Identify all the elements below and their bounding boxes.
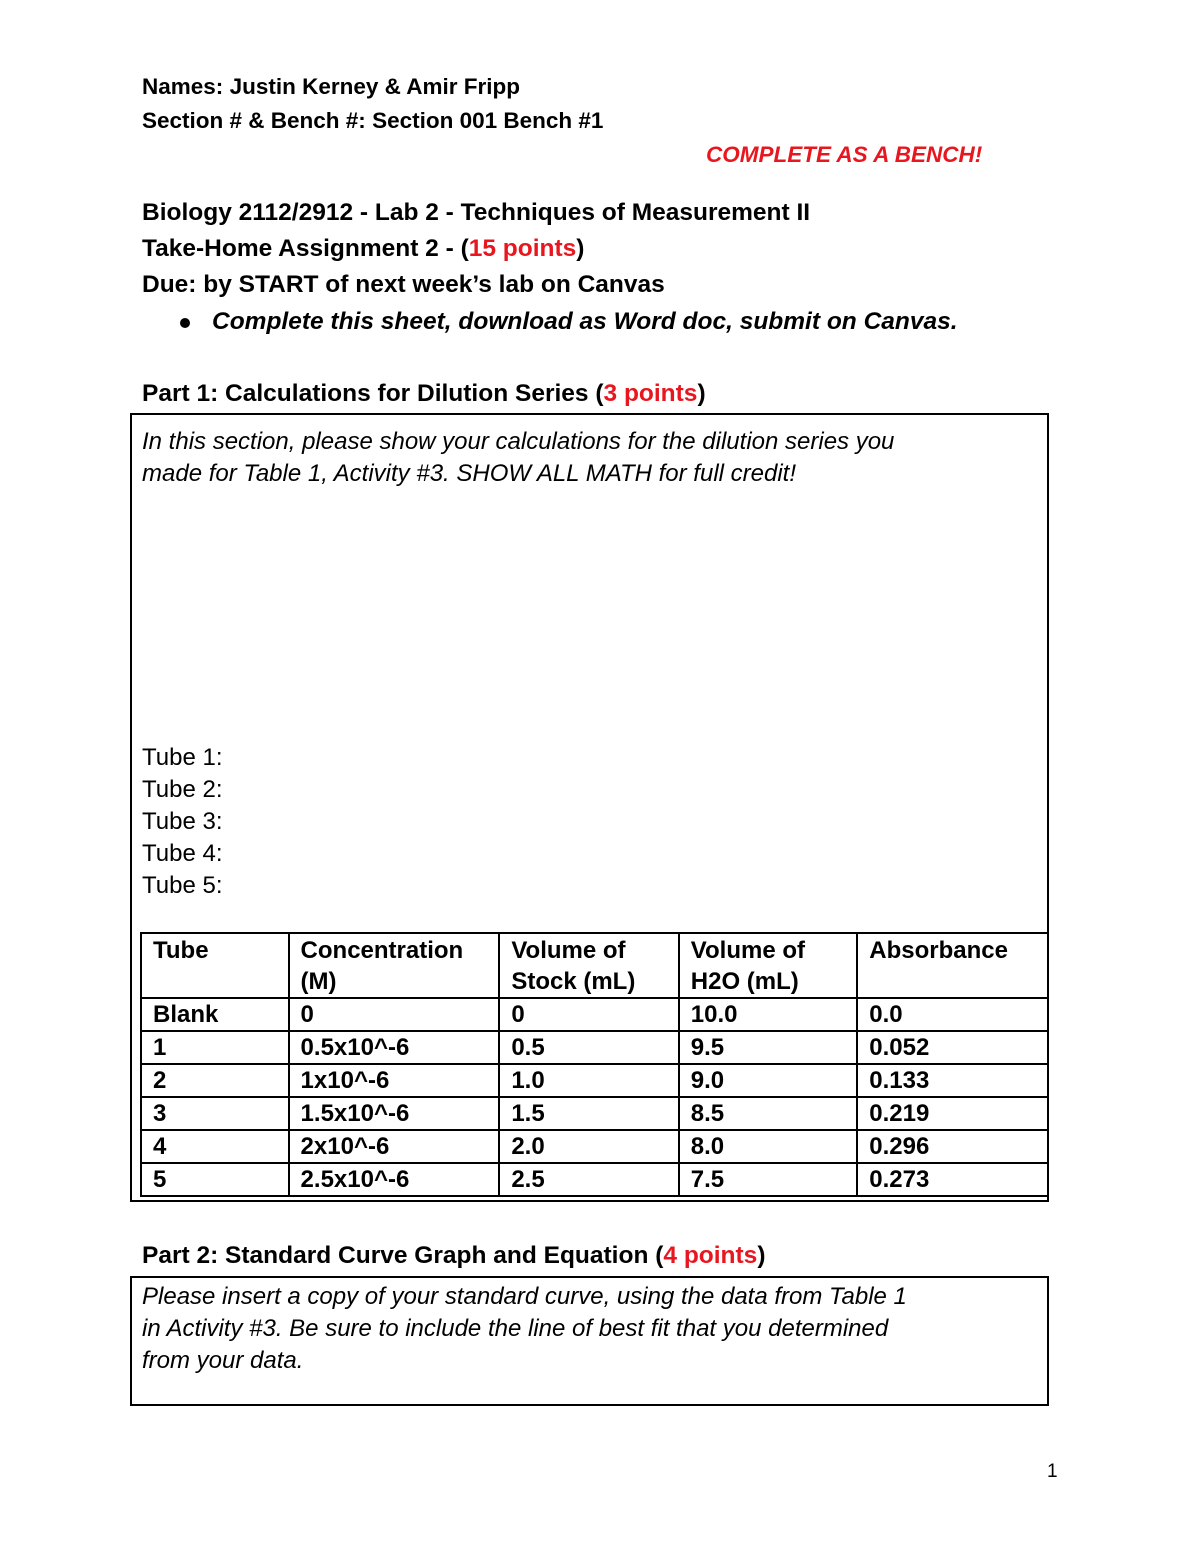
table-cell: 2.5x10^-6	[289, 1163, 500, 1196]
table-cell: 0	[499, 998, 678, 1031]
part2-heading	[142, 1241, 765, 1271]
table-cell: 0.296	[857, 1130, 1048, 1163]
part2-heading-prefix: Part 2: Standard Curve Graph and Equation (	[142, 1242, 664, 1269]
table-cell: 3	[141, 1097, 289, 1130]
dilution-table	[140, 932, 1049, 1197]
table-cell: 2.5	[499, 1163, 678, 1196]
table-cell: 0.052	[857, 1031, 1048, 1064]
due-line: Due: by START of next week’s lab on Canvas	[142, 271, 665, 298]
part2-answer-box[interactable]	[130, 1276, 1049, 1406]
part1-heading-points: 3 points	[603, 380, 698, 407]
table-cell: 0.133	[857, 1064, 1048, 1097]
table-cell: 10.0	[679, 998, 857, 1031]
table-cell: 9.5	[679, 1031, 857, 1064]
names-label: Names:	[142, 74, 224, 99]
table-row	[141, 998, 1048, 1031]
table-cell: 1.5x10^-6	[289, 1097, 500, 1130]
table-cell: 7.5	[679, 1163, 857, 1196]
bullet-dot	[180, 318, 190, 328]
names-value: Justin Kerney & Amir Fripp	[229, 74, 521, 99]
table-cell: 8.0	[679, 1130, 857, 1163]
table-cell: 0.273	[857, 1163, 1048, 1196]
tube-line-2: Tube 2:	[142, 776, 223, 803]
table-cell: 0.0	[857, 998, 1048, 1031]
section-line	[142, 107, 603, 135]
part1-heading	[142, 379, 706, 409]
table-cell: 1.5	[499, 1097, 678, 1130]
tube-line-5: Tube 5:	[142, 872, 223, 899]
header-concentration: Concentration (M)	[289, 933, 500, 998]
header-volume-water: Volume of H2O (mL)	[679, 933, 857, 998]
table-cell: 1	[141, 1031, 289, 1064]
table-row	[141, 1064, 1048, 1097]
table-cell: 5	[141, 1163, 289, 1196]
section-value: Section 001 Bench #1	[372, 108, 604, 133]
table-cell: 2	[141, 1064, 289, 1097]
table-cell: 2.0	[499, 1130, 678, 1163]
part1-prompt-line2: made for Table 1, Activity #3. SHOW ALL MATH for full credit!	[142, 460, 797, 487]
instruction-bullet: Complete this sheet, download as Word doc, submit on Canvas.	[212, 308, 958, 335]
table-cell: 4	[141, 1130, 289, 1163]
table-cell: 0	[289, 998, 500, 1031]
table-header-row	[141, 933, 1048, 998]
part1-prompt-line1: In this section, please show your calculations for the dilution series you	[142, 428, 895, 455]
part1-answer-box[interactable]	[130, 413, 1049, 1202]
part2-prompt-line1: Please insert a copy of your standard curve, using the data from Table 1	[142, 1283, 907, 1310]
course-title: Biology 2112/2912 - Lab 2 - Techniques of Measurement II	[142, 199, 811, 226]
table-cell: 1x10^-6	[289, 1064, 500, 1097]
part2-prompt-line2: in Activity #3. Be sure to include the line of best fit that you determined	[142, 1315, 889, 1342]
tube-line-4: Tube 4:	[142, 840, 223, 867]
part1-heading-prefix: Part 1: Calculations for Dilution Series (	[142, 380, 604, 407]
table-cell: 9.0	[679, 1064, 857, 1097]
header-tube: Tube	[141, 933, 289, 998]
part2-heading-suffix: )	[757, 1242, 766, 1269]
part1-heading-suffix: )	[697, 380, 706, 407]
assignment-prefix: Take-Home Assignment 2 - (	[142, 235, 469, 262]
table-cell: 0.5	[499, 1031, 678, 1064]
part2-prompt-line3: from your data.	[142, 1347, 304, 1374]
table-cell: 0.219	[857, 1097, 1048, 1130]
table-cell: 8.5	[679, 1097, 857, 1130]
table-cell: 1.0	[499, 1064, 678, 1097]
table-row	[141, 1130, 1048, 1163]
assignment-line	[142, 234, 584, 264]
table-row	[141, 1031, 1048, 1064]
tube-line-3: Tube 3:	[142, 808, 223, 835]
assignment-points: 15 points	[468, 235, 577, 262]
names-line	[142, 73, 520, 101]
header-absorbance: Absorbance	[857, 933, 1048, 998]
part2-heading-points: 4 points	[663, 1242, 758, 1269]
page-number: 1	[1047, 1461, 1058, 1482]
section-label: Section # & Bench #:	[142, 108, 366, 133]
table-cell: Blank	[141, 998, 289, 1031]
header-volume-stock: Volume of Stock (mL)	[499, 933, 678, 998]
table-cell: 0.5x10^-6	[289, 1031, 500, 1064]
tube-line-1: Tube 1:	[142, 744, 223, 771]
table-row	[141, 1097, 1048, 1130]
table-cell: 2x10^-6	[289, 1130, 500, 1163]
table-row	[141, 1163, 1048, 1196]
complete-note: COMPLETE AS A BENCH!	[706, 142, 983, 167]
assignment-suffix: )	[576, 235, 585, 262]
